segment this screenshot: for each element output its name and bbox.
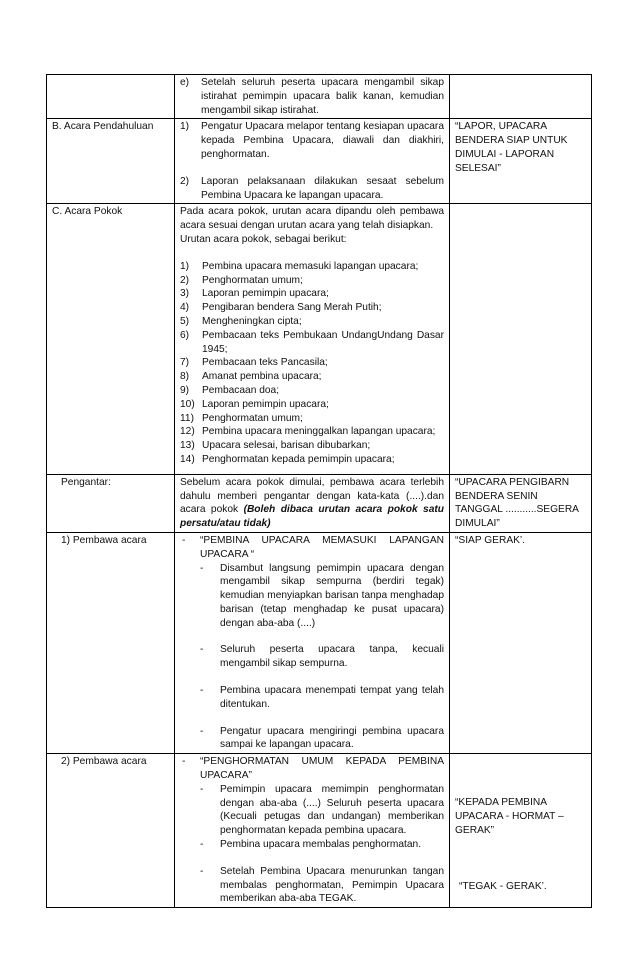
list-item [180,398,444,412]
item-text: Penghormatan umum; [202,412,303,424]
cell-label: C. Acara Pokok [47,204,175,474]
dash-marker: - [182,756,186,768]
cell-command: “UPACARA PENGIBARN BENDERA SENIN TANGGAL ...........SEGERA DIMULAI” [450,474,592,532]
bold-note: (Boleh dibaca urutan acara pokok satu persatu/atau tidak) [180,504,444,530]
list-item [180,439,444,453]
cell-label: B. Acara Pendahuluan [47,119,175,204]
dash-marker: - [200,783,204,795]
item-text: Laporan pemimpin upacara; [202,398,329,410]
table-row [47,204,592,474]
item-text: Pembacaan teks Pembukaan UndangUndang Dasar 1945; [202,329,444,355]
cell-content [175,754,450,908]
cell-command [450,754,592,908]
step-text: Disambut langsung pemimpin upacara dengan mengambil sikap sempurna (berdiri tegak) kemudian menyiapkan barisan tanpa menghadap barisan (tetap menghadap ke pusat upacara) dengan aba-aba (....) [220,562,444,629]
list-item [180,412,444,426]
ceremony-table [46,74,592,908]
item-text: Laporan pemimpin upacara; [202,288,329,300]
list-item [180,301,444,315]
item-number: 8) [180,371,190,383]
list-item [180,384,444,398]
item-number: 2) [180,274,190,286]
item-number: 12) [180,426,195,438]
command-text: “TEGAK - GERAK’. [459,880,547,892]
cell-content [175,119,450,204]
list-item [180,260,444,274]
item-text: Amanat pembina upacara; [202,371,322,383]
announcement: “PENGHORMATAN UMUM KEPADA PEMBINA UPACARA” [200,756,444,782]
dash-marker: - [200,865,204,877]
item-text: Pembina upacara meninggalkan lapangan upacara; [202,426,436,438]
dash-marker: - [200,562,204,574]
item-number: 1) [180,121,190,133]
list-item [180,453,444,467]
item-number: 3) [180,288,190,300]
dash-marker: - [200,644,204,656]
item-number: 9) [180,384,190,396]
cell-label [47,75,175,119]
cell-command: “SIAP GERAK’. [450,532,592,753]
list-item [180,370,444,384]
dash-marker: - [200,685,204,697]
dash-marker: - [200,839,204,851]
item-text: Setelah seluruh peserta upacara mengambil sikap istirahat pemimpin upacara balik kanan, kemudian mengambil sikap istirahat. [201,77,444,116]
item-number: 14) [180,453,195,465]
cell-content [175,532,450,753]
item-number: 6) [180,329,190,341]
step-text: Pembina upacara menempati tempat yang telah ditentukan. [220,685,444,710]
item-text: Pembina upacara memasuki lapangan upacara; [202,260,419,272]
table-row [47,532,592,753]
item-text: Pembacaan doa; [202,384,280,396]
list-item [180,274,444,288]
step-text: Seluruh peserta upacara tanpa, kecuali mengambil sikap sempurna. [220,644,444,670]
item-text: Pembacaan teks Pancasila; [202,357,328,369]
cell-command [450,204,592,474]
item-text: Mengheningkan cipta; [202,315,302,327]
item-text: Pengatur Upacara melapor tentang kesiapan upacara kepada Pembina Upacara, diawali dan diakhiri, penghormatan. [201,121,444,160]
step-text: Pemimpin upacara memimpin penghormatan dengan aba-aba (....) Seluruh peserta upacara (Kecuali petugas dan undangan) memberikan penghormatan kepada pembina upacara. [220,783,444,837]
cell-command [450,75,592,119]
item-number: 13) [180,440,195,452]
item-number: 11) [180,412,194,424]
dash-marker: - [200,725,204,737]
dash-marker: - [182,534,186,546]
list-item [180,425,444,439]
command-text: “KEPADA PEMBINA UPACARA - HORMAT – GERAK” [455,797,564,836]
item-number: e) [180,77,190,88]
item-text: Pengibaran bendera Sang Merah Putih; [202,302,382,314]
item-text: Penghormatan umum; [202,274,303,286]
intro-text: Pada acara pokok, urutan acara dipandu oleh pembawa acara sesuai dengan urutan acara yang telah disiapkan. [180,206,444,232]
item-text: Upacara selesai, barisan dibubarkan; [202,440,371,452]
ordered-list [180,260,444,467]
item-number: 1) [180,260,190,272]
cell-label: 1) Pembawa acara [47,532,175,753]
step-text: Setelah Pembina Upacara menurunkan tangan membalas penghormatan, Pemimpin Upacara memberikan aba-aba TEGAK. [220,865,444,905]
intro-text: Sebelum acara pokok dimulai, pembawa acara terlebih dahulu memberi pengantar dengan kata-kata (....).dan acara pokok [180,476,444,516]
table-row [47,474,592,532]
item-text: Laporan pelaksanaan dilakukan sesaat sebelum Pembina Upacara ke lapangan upacara. [201,175,444,201]
list-item [180,356,444,370]
table-row [47,75,592,119]
list-item [180,315,444,329]
item-text: Penghormatan kepada pemimpin upacara; [202,453,395,465]
item-number: 10) [180,398,195,410]
announcement: “PEMBINA UPACARA MEMASUKI LAPANGAN UPACARA “ [200,534,444,560]
cell-label: 2) Pembawa acara [47,754,175,908]
item-number: 5) [180,315,190,327]
intro-text-2: Urutan acara pokok, sebagai berikut: [180,233,347,245]
cell-content [175,474,450,532]
cell-content [175,75,450,119]
list-item [180,287,444,301]
item-number: 7) [180,357,190,369]
list-item [180,329,444,357]
step-text: Pengatur upacara mengiringi pembina upacara sampai ke lapangan upacara. [220,725,444,751]
table-row [47,754,592,908]
table-row [47,119,592,204]
cell-content [175,204,450,474]
item-number: 2) [180,175,190,187]
cell-label: Pengantar: [47,474,175,532]
step-text: Pembina upacara membalas penghormatan. [220,839,422,851]
cell-command: “LAPOR, UPACARA BENDERA SIAP UNTUK DIMULAI - LAPORAN SELESAI” [450,119,592,204]
item-number: 4) [180,302,190,314]
